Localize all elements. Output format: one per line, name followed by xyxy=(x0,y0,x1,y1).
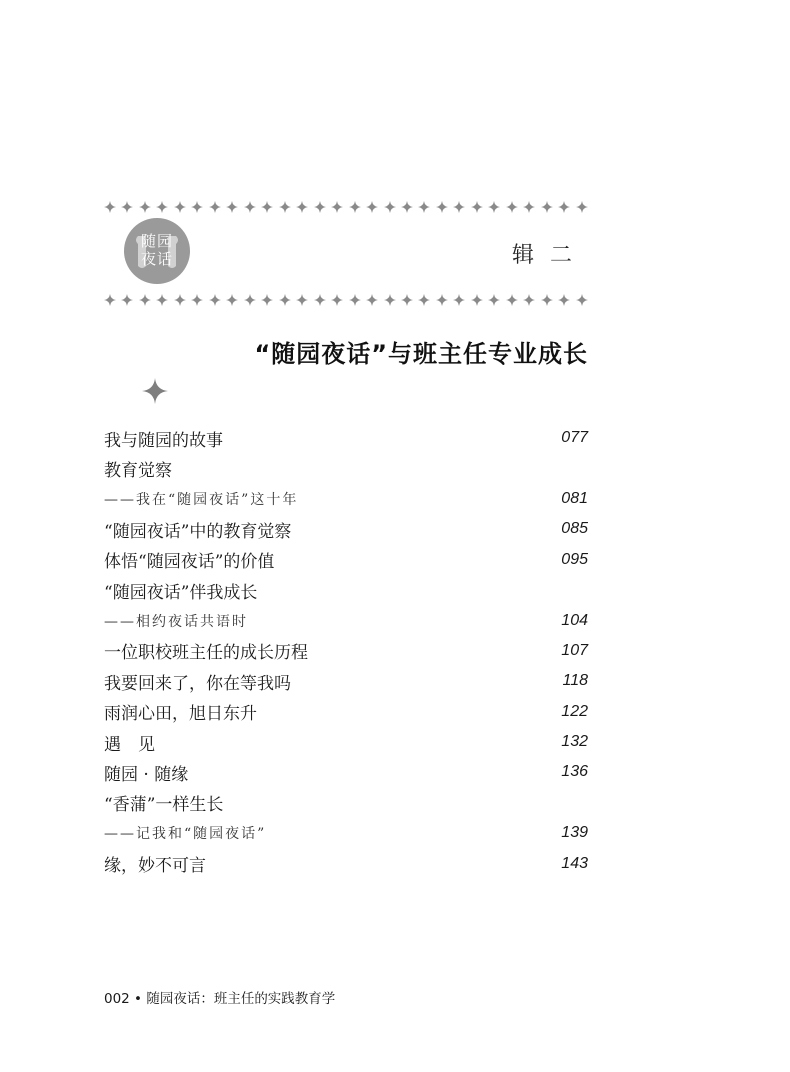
toc-entry xyxy=(104,666,588,696)
table-of-contents xyxy=(104,423,588,879)
toc-entry xyxy=(104,727,588,757)
star-icon xyxy=(349,201,361,213)
star-icon xyxy=(261,294,273,306)
toc-page-number: 139 xyxy=(561,824,588,842)
toc-entry-title: 我与随园的故事 xyxy=(104,430,223,451)
star-icon xyxy=(209,201,221,213)
star-icon xyxy=(296,294,308,306)
star-icon xyxy=(488,201,500,213)
toc-page-number: 085 xyxy=(561,520,588,538)
toc-entry-title: 我要回来了，你在等我吗 xyxy=(104,673,291,694)
toc-entry xyxy=(104,575,588,605)
toc-entry-title: 遇 见 xyxy=(104,734,155,755)
toc-entry-title: “随园夜话”中的教育觉察 xyxy=(104,521,292,542)
star-icon xyxy=(121,201,133,213)
star-icon xyxy=(121,294,133,306)
toc-page-number: 107 xyxy=(561,641,588,659)
toc-entry xyxy=(104,788,588,818)
star-icon xyxy=(436,201,448,213)
star-icon xyxy=(104,201,116,213)
star-icon xyxy=(104,294,116,306)
badge-label: 随园夜话 xyxy=(140,232,173,268)
toc-entry-title: 体悟“随园夜话”的价值 xyxy=(104,552,275,573)
star-icon xyxy=(558,294,570,306)
star-icon xyxy=(523,294,535,306)
toc-entry xyxy=(104,453,588,483)
star-icon xyxy=(209,294,221,306)
star-icon xyxy=(488,294,500,306)
star-icon xyxy=(506,294,518,306)
toc-entry-title: 教育觉察 xyxy=(104,461,172,482)
star-icon xyxy=(576,201,588,213)
toc-entry xyxy=(104,757,588,787)
toc-page-number: 143 xyxy=(561,854,588,872)
toc-entry xyxy=(104,423,588,453)
toc-entry-title: 雨润心田，旭日东升 xyxy=(104,704,257,725)
star-icon xyxy=(349,294,361,306)
star-icon xyxy=(156,201,168,213)
toc-entry xyxy=(104,636,588,666)
star-icon xyxy=(191,201,203,213)
star-icon xyxy=(279,294,291,306)
star-icon xyxy=(279,201,291,213)
star-icon xyxy=(174,294,186,306)
toc-entry xyxy=(104,484,588,514)
star-icon xyxy=(226,201,238,213)
section-label: 辑二 xyxy=(511,243,588,268)
toc-page-number: 077 xyxy=(561,429,588,447)
star-icon xyxy=(384,201,396,213)
star-icon xyxy=(541,294,553,306)
star-icon xyxy=(471,294,483,306)
star-icon xyxy=(139,201,151,213)
toc-entry-title: 一位职校班主任的成长历程 xyxy=(104,643,308,664)
star-icon xyxy=(261,201,273,213)
toc-entry-title: “随园夜话”伴我成长 xyxy=(104,582,258,603)
toc-page-number: 104 xyxy=(561,611,588,629)
star-icon xyxy=(244,201,256,213)
star-icon xyxy=(244,294,256,306)
star-icon xyxy=(296,201,308,213)
star-icon xyxy=(418,294,430,306)
star-icon xyxy=(401,201,413,213)
toc-entry-title: “香蒲”一样生长 xyxy=(104,795,224,816)
toc-page-number: 081 xyxy=(561,489,588,507)
part-title: “随园夜话”与班主任专业成长 xyxy=(254,340,588,368)
star-icon xyxy=(314,294,326,306)
star-icon xyxy=(453,201,465,213)
bottom-star-divider xyxy=(104,293,588,307)
toc-page-number: 118 xyxy=(562,672,588,690)
toc-entry xyxy=(104,605,588,635)
sparkle-star-icon xyxy=(142,378,168,404)
star-icon xyxy=(191,294,203,306)
star-icon xyxy=(174,201,186,213)
toc-page-number: 132 xyxy=(561,733,588,751)
star-icon xyxy=(156,294,168,306)
page-footer: 002 • 随园夜话：班主任的实践教育学 xyxy=(104,991,336,1007)
star-icon xyxy=(453,294,465,306)
star-icon xyxy=(401,294,413,306)
toc-entry-subtitle: ——相约夜话共语时 xyxy=(104,613,248,630)
star-icon xyxy=(471,201,483,213)
star-icon xyxy=(523,201,535,213)
toc-entry xyxy=(104,545,588,575)
toc-entry xyxy=(104,848,588,878)
toc-entry-subtitle: ——我在“随园夜话”这十年 xyxy=(104,491,299,508)
star-icon xyxy=(506,201,518,213)
star-icon xyxy=(366,201,378,213)
toc-page-number: 136 xyxy=(561,763,588,781)
star-icon xyxy=(314,201,326,213)
star-icon xyxy=(436,294,448,306)
star-icon xyxy=(226,294,238,306)
toc-entry xyxy=(104,514,588,544)
star-icon xyxy=(366,294,378,306)
toc-entry-subtitle: ——记我和“随园夜话” xyxy=(104,826,267,843)
star-icon xyxy=(139,294,151,306)
star-icon xyxy=(576,294,588,306)
toc-page-number: 122 xyxy=(561,702,588,720)
series-logo-badge xyxy=(124,218,190,284)
star-icon xyxy=(331,201,343,213)
star-icon xyxy=(541,201,553,213)
top-star-divider xyxy=(104,200,588,214)
star-icon xyxy=(384,294,396,306)
star-icon xyxy=(331,294,343,306)
toc-page-number: 095 xyxy=(561,550,588,568)
star-icon xyxy=(418,201,430,213)
toc-entry-title: 缘，妙不可言 xyxy=(104,856,206,877)
toc-entry-title: 随园 · 随缘 xyxy=(104,764,189,785)
toc-entry xyxy=(104,697,588,727)
star-icon xyxy=(558,201,570,213)
toc-entry xyxy=(104,818,588,848)
